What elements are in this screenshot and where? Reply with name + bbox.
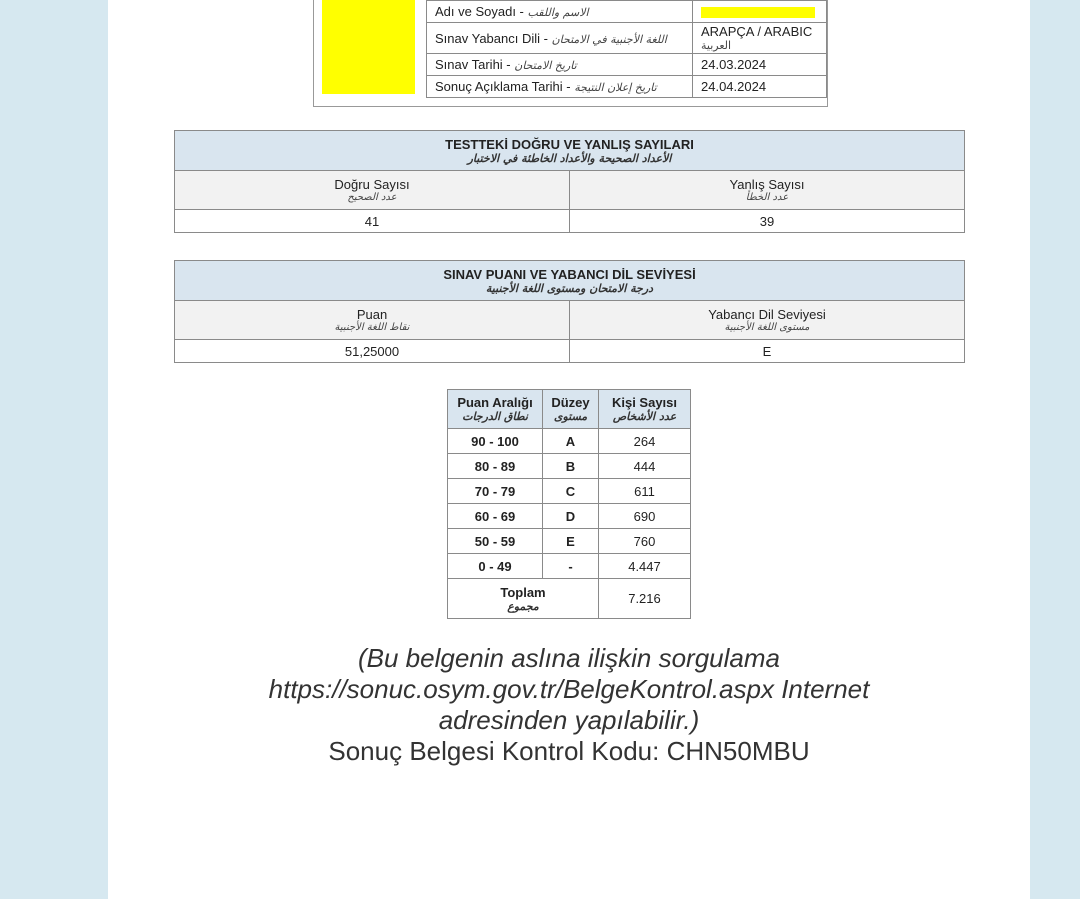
language-label: Sınav Yabancı Dili - اللغة الأجنبية في الامتحان [427,23,693,54]
info-row-name [427,1,827,23]
count-cell: 444 [599,454,691,479]
exam-date-value: 24.03.2024 [693,54,827,76]
correct-count: 41 [175,210,570,233]
name-label: Adı ve Soyadı - الاسم واللقب [427,1,693,23]
counts-title: TESTTEKİ DOĞRU VE YANLIŞ SAYILARI الأعداد الصحيحة والأعداد الخاطئة في الاختبار [175,131,965,171]
count-cell: 264 [599,429,691,454]
control-code: Sonuç Belgesi Kontrol Kodu: CHN50MBU [328,736,810,766]
level-label: Yabancı Dil Seviyesi مستوى اللغة الأجنبية [570,301,965,340]
points-value: 51,25000 [175,340,570,363]
document-page [108,0,1030,899]
personal-info-block [313,0,828,107]
language-value: ARAPÇA / ARABIC العربية [693,23,827,54]
score-distribution-table [447,389,691,619]
wrong-count: 39 [570,210,965,233]
level-cell: C [543,479,599,504]
header-range: Puan Aralığı نطاق الدرجات [448,390,543,429]
level-cell: D [543,504,599,529]
redacted-photo [322,0,415,94]
name-value [693,1,827,23]
count-cell: 690 [599,504,691,529]
range-cell: 50 - 59 [448,529,543,554]
level-cell: - [543,554,599,579]
redacted-name [701,7,815,18]
header-level: Düzey مستوى [543,390,599,429]
level-value: E [570,340,965,363]
table-row [448,554,691,579]
level-cell: A [543,429,599,454]
counts-table [174,130,965,233]
range-cell: 70 - 79 [448,479,543,504]
table-row [448,504,691,529]
total-value: 7.216 [599,579,691,619]
range-cell: 80 - 89 [448,454,543,479]
header-count: Kişi Sayısı عدد الأشخاص [599,390,691,429]
total-label: Toplam مجموع [448,579,599,619]
wrong-label: Yanlış Sayısı عدد الخطأ [570,171,965,210]
count-cell: 4.447 [599,554,691,579]
info-row-exam-date [427,54,827,76]
score-table [174,260,965,363]
range-cell: 0 - 49 [448,554,543,579]
score-title: SINAV PUANI VE YABANCI DİL SEVİYESİ درجة الامتحان ومستوى اللغة الأجنبية [175,261,965,301]
total-row [448,579,691,619]
exam-date-label: Sınav Tarihi - تاريخ الامتحان [427,54,693,76]
table-row [448,529,691,554]
personal-info-table [426,0,827,98]
range-cell: 60 - 69 [448,504,543,529]
level-cell: B [543,454,599,479]
table-row [448,429,691,454]
correct-label: Doğru Sayısı عدد الصحيح [175,171,570,210]
info-row-result-date [427,76,827,98]
range-cell: 90 - 100 [448,429,543,454]
points-label: Puan نقاط اللغة الأجنبية [175,301,570,340]
info-row-language [427,23,827,54]
result-date-value: 24.04.2024 [693,76,827,98]
count-cell: 760 [599,529,691,554]
table-row [448,454,691,479]
count-cell: 611 [599,479,691,504]
level-cell: E [543,529,599,554]
table-row [448,479,691,504]
verification-note: (Bu belgenin aslına ilişkin sorgulama https://sonuc.osym.gov.tr/BelgeKontrol.aspx Internet adresinden yapılabilir.) [108,643,1030,736]
verification-url[interactable]: https://sonuc.osym.gov.tr/BelgeKontrol.aspx Internet [268,674,870,704]
result-date-label: Sonuç Açıklama Tarihi - تاريخ إعلان النتيجة [427,76,693,98]
